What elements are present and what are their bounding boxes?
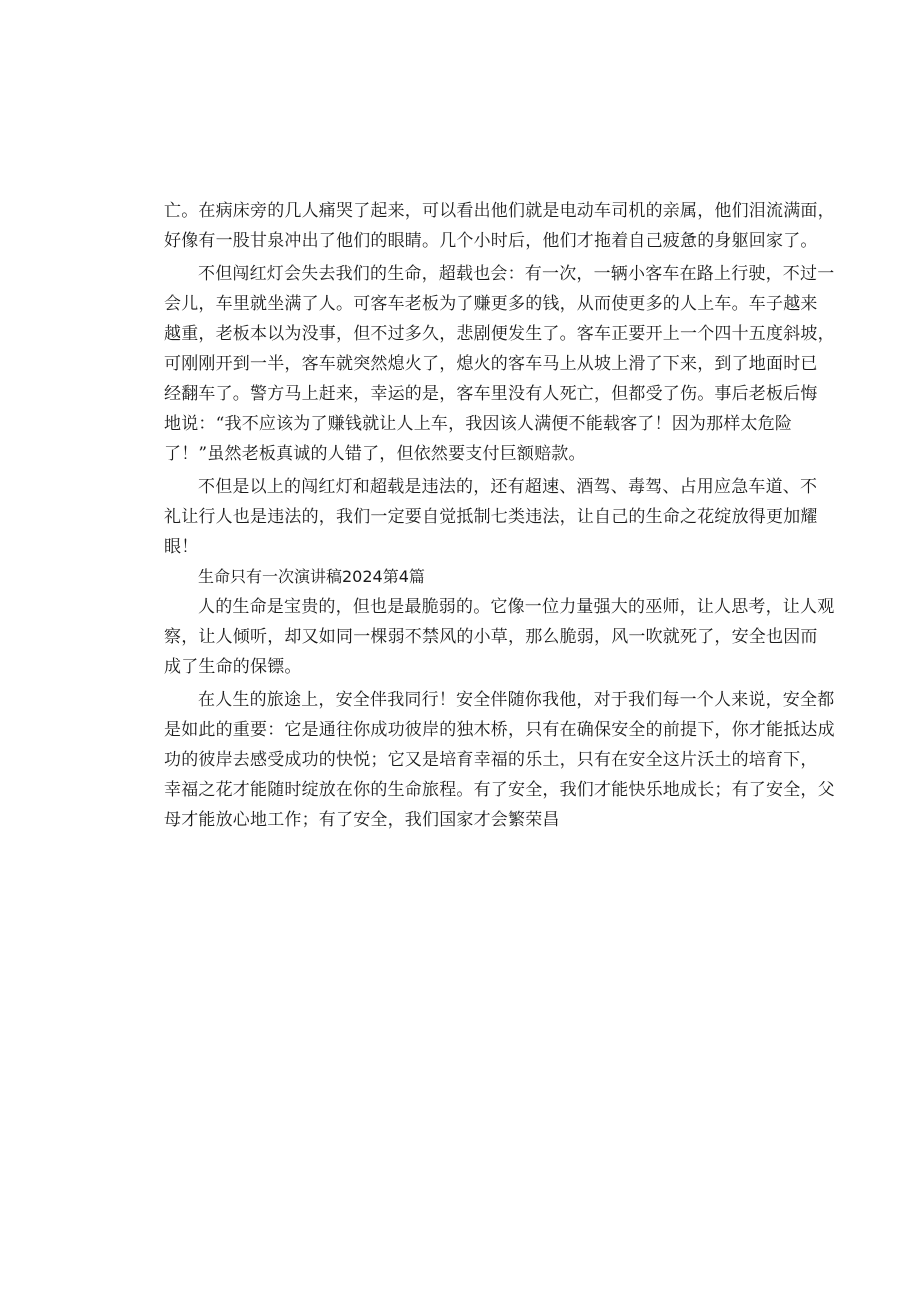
text-line: 人的生命是宝贵的，但也是最脆弱的。它像一位力量强大的巫师，让人思考，让人观 (198, 597, 835, 617)
text-line: 功的彼岸去感受成功的快悦；它又是培育幸福的乐土，只有在安全这片沃土的培育下， (164, 750, 818, 770)
text-line: 越重，老板本以为没事，但不过多久，悲剧便发生了。客车正要开上一个四十五度斜坡， (164, 324, 835, 344)
paragraph-1 (164, 196, 835, 256)
text-line: 不但闯红灯会失去我们的生命，超载也会：有一次，一辆小客车在路上行驶，不过一 (198, 264, 835, 284)
text-line: 是如此的重要：它是通往你成功彼岸的独木桥，只有在确保安全的前提下，你才能抵达成 (164, 720, 835, 740)
text-line: 可刚刚开到一半，客车就突然熄火了，熄火的客车马上从坡上滑了下来，到了地面时已 (164, 354, 818, 374)
text-line: 地说：“我不应该为了赚钱就让人上车，我因该人满便不能载客了！因为那样太危险 (164, 414, 793, 434)
text-line: 亡。在病床旁的几人痛哭了起来，可以看出他们就是电动车司机的亲属，他们泪流满面， (164, 201, 835, 221)
text-line: 察，让人倾听，却又如同一棵弱不禁风的小草，那么脆弱，风一吹就死了，安全也因而 (164, 627, 818, 647)
text-line: 经翻车了。警方马上赶来，幸运的是，客车里没有人死亡，但都受了伤。事后老板后悔 (164, 384, 818, 404)
text-line: 不但是以上的闯红灯和超载是违法的，还有超速、酒驾、毒驾、占用应急车道、不 (198, 477, 818, 497)
document-page (164, 196, 835, 835)
text-line: 在人生的旅途上，安全伴我同行！安全伴随你我他，对于我们每一个人来说，安全都 (198, 690, 835, 710)
text-line: 会儿，车里就坐满了人。可客车老板为了赚更多的钱，从而使更多的人上车。车子越来 (164, 294, 818, 314)
text-line: 礼让行人也是违法的，我们一定要自觉抵制七类违法，让自己的生命之花绽放得更加耀 (164, 507, 818, 527)
paragraph-5 (164, 685, 835, 835)
text-line: 成了生命的保镖。 (164, 657, 302, 677)
section-heading: 生命只有一次演讲稿2024第4篇 (198, 567, 425, 586)
paragraph-3 (164, 472, 818, 562)
text-line: 好像有一股甘泉冲出了他们的眼睛。几个小时后，他们才拖着自己疲惫的身躯回家了。 (164, 231, 818, 251)
paragraph-4 (164, 592, 835, 682)
text-line: 母才能放心地工作；有了安全，我们国家才会繁荣昌 (164, 810, 560, 830)
text-line: 幸福之花才能随时绽放在你的生命旅程。有了安全，我们才能快乐地成长；有了安全，父 (164, 780, 835, 800)
text-line: 了！”虽然老板真诚的人错了，但依然要支付巨额赔款。 (164, 444, 586, 464)
paragraph-2 (164, 259, 835, 469)
text-line: 眼！ (164, 537, 199, 557)
